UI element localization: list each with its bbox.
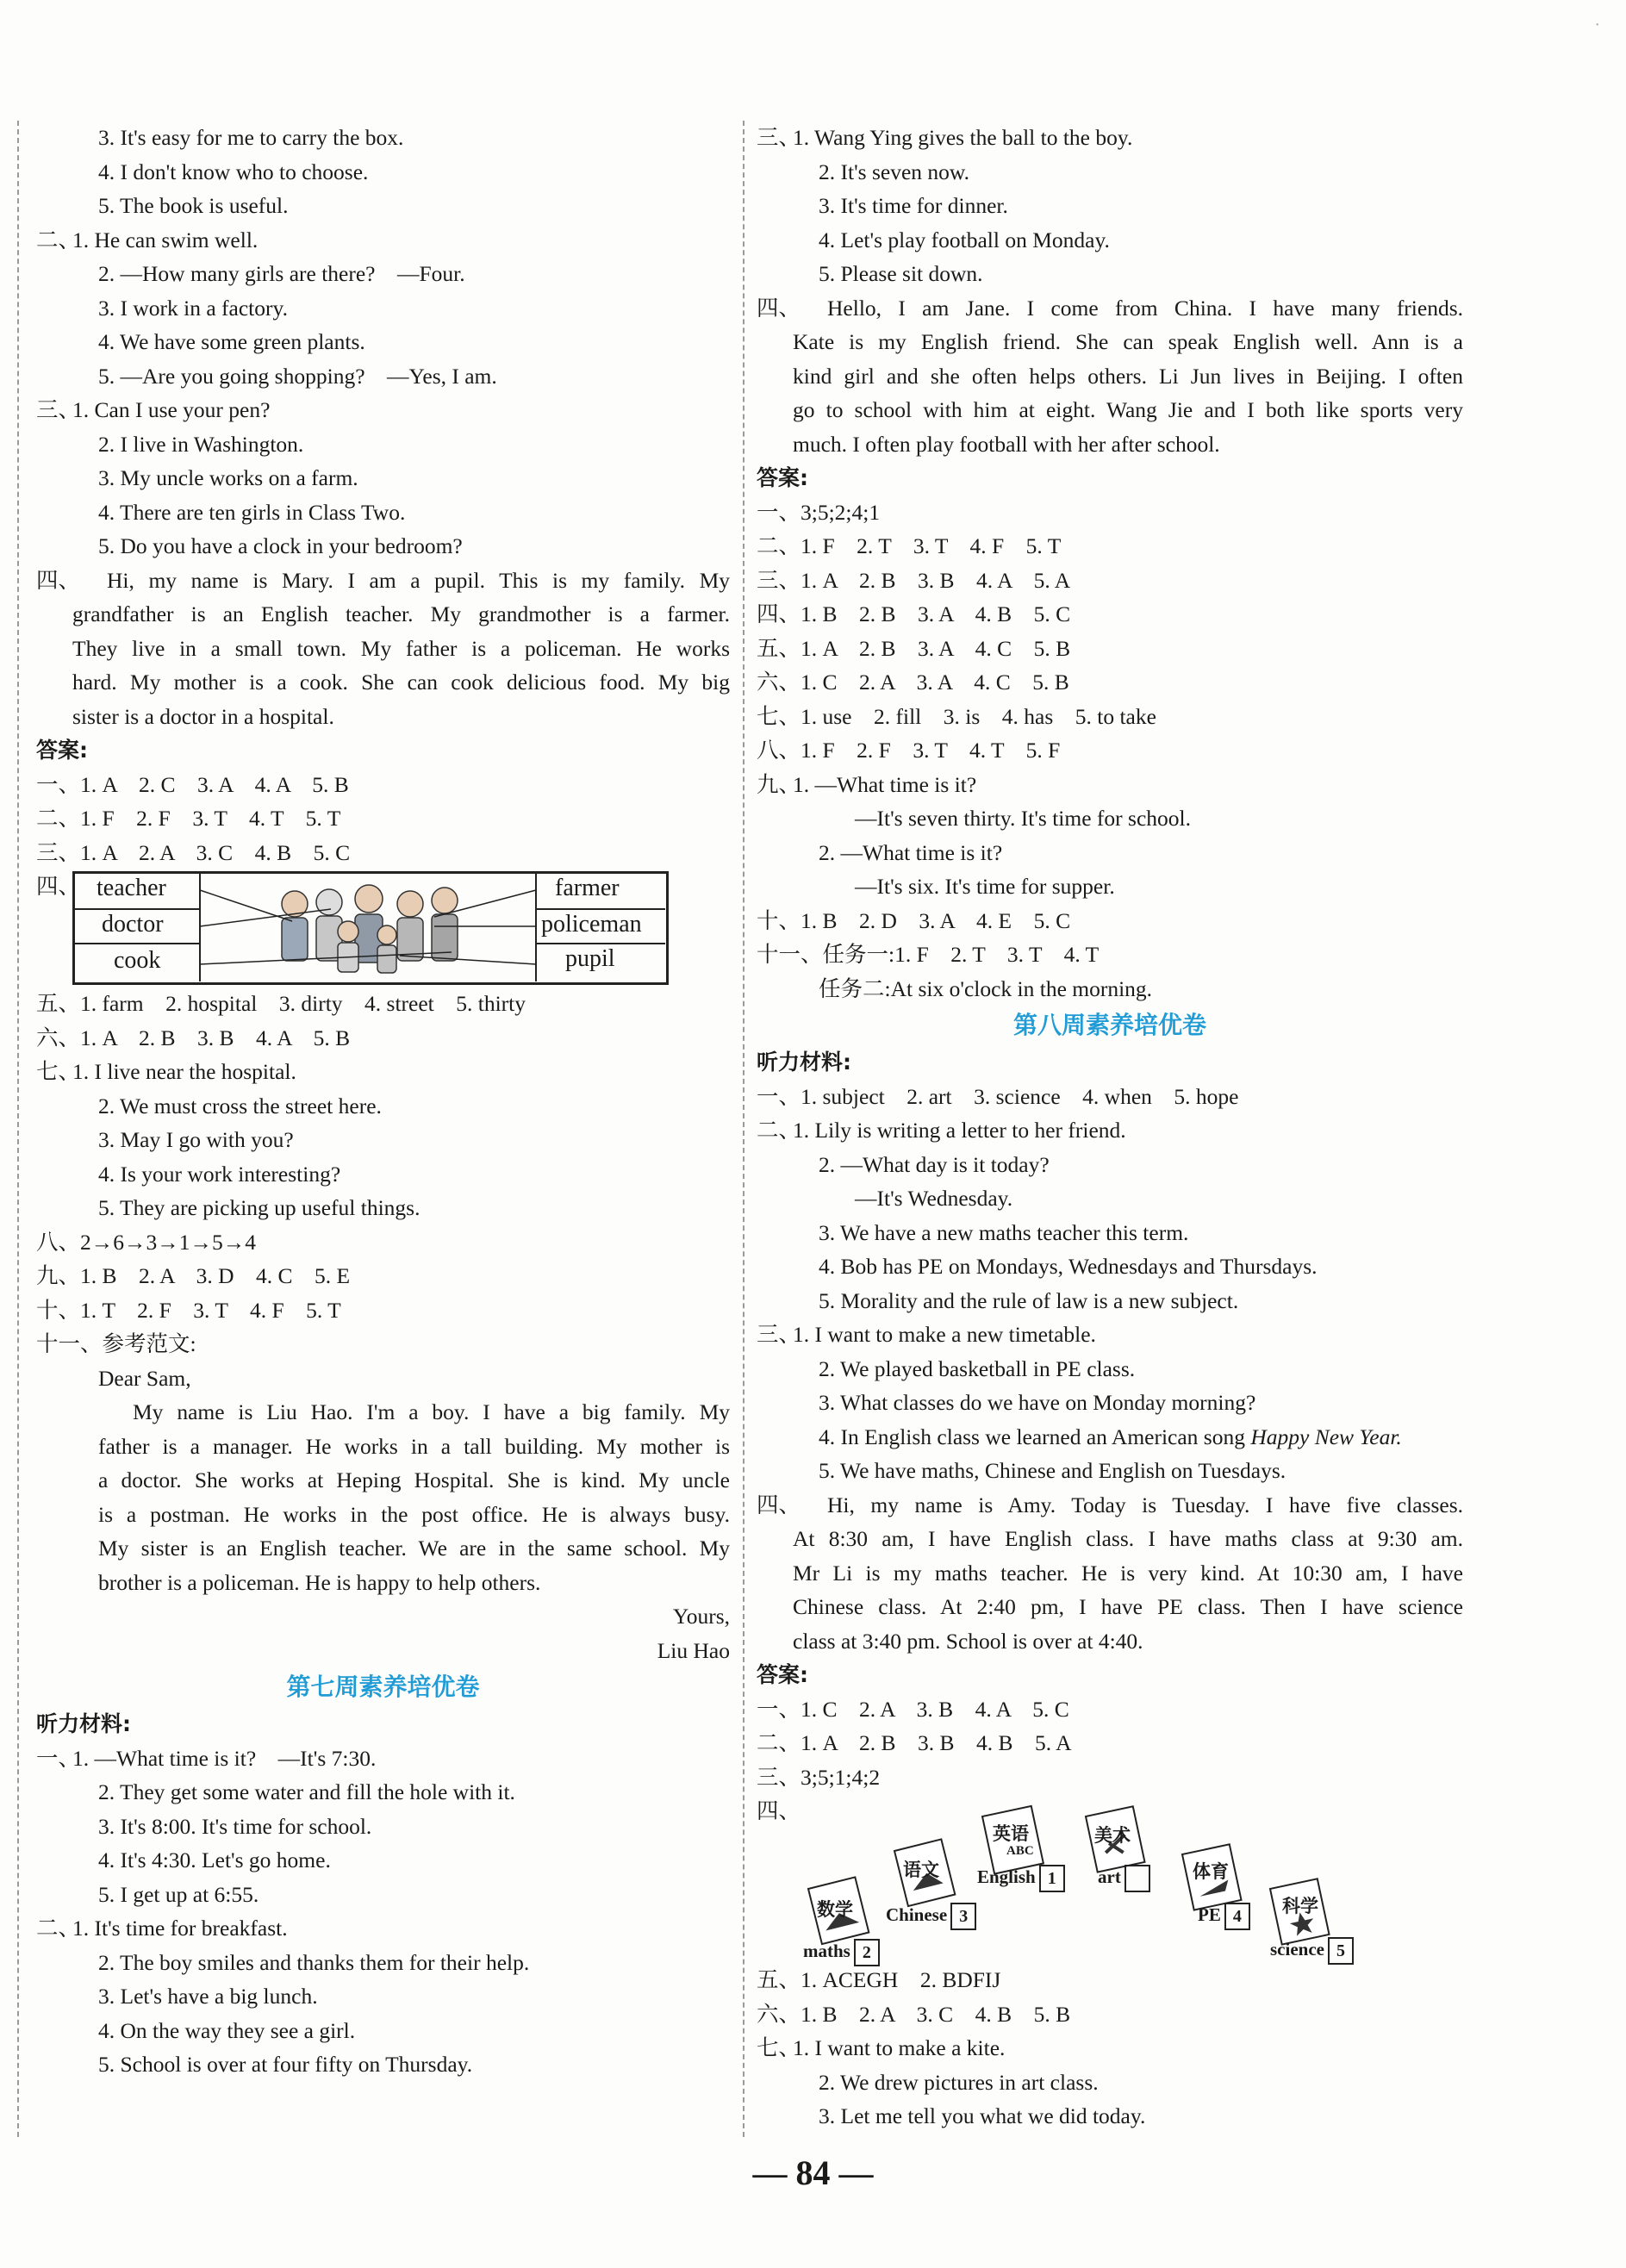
listen-line: 3. We have a new maths teacher this term. [819, 1219, 1189, 1245]
answer-line: 5. They are picking up useful things. [98, 1195, 421, 1220]
section-label: 三、 [757, 1322, 801, 1347]
section-label: 一、 [36, 1745, 81, 1771]
listen-line: 4. Bob has PE on Mondays, Wednesdays and Thursdays. [819, 1254, 1318, 1279]
answer-line: 任务二:At six o'clock in the morning. [819, 975, 1153, 1001]
listen-line: 5. We have maths, Chinese and English on Tuesdays. [819, 1458, 1286, 1483]
left-column [36, 121, 730, 2137]
essay-line: a doctor. She works at Heping Hospital. She is kind. My uncle [98, 1467, 730, 1492]
listen-text: 4. In English class we learned an American song [819, 1424, 1251, 1449]
essay-line: father is a manager. He works in a tall building. My mother is [98, 1433, 730, 1459]
listen-line: 4. On the way they see a girl. [98, 2017, 356, 2043]
passage-line: Kate is my English friend. She can speak English well. Ann is a [793, 329, 1463, 354]
book-cover-subtext: ABC [1006, 1844, 1034, 1858]
answer-line: 三、1. A 2. A 3. C 4. B 5. C [36, 839, 351, 865]
book-cover-text: 语文 [903, 1860, 939, 1880]
book-cover-text: 英语 [993, 1823, 1029, 1844]
book-label [977, 1865, 1065, 1892]
essay-line: is a postman. He works in the post office. He is always busy. [98, 1501, 730, 1527]
answer-line: —It's seven thirty. It's time for school. [855, 806, 1191, 831]
section-label: 四、 [757, 1798, 801, 1823]
answer-line: 八、2→6→3→1→5→4 [36, 1229, 257, 1255]
book-name: Chinese [886, 1904, 948, 1925]
passage-line: Hi, my name is Mary. I am a pupil. This is my family. My [107, 567, 730, 593]
book-number-box: 3 [950, 1903, 976, 1930]
week8-title: 第八周素养培优卷 [1012, 1011, 1206, 1039]
book-number-box: 1 [1039, 1865, 1065, 1892]
book-name: science [1270, 1938, 1324, 1960]
book-name: English [977, 1866, 1036, 1887]
listen-line: 4. Let's play football on Monday. [819, 227, 1110, 252]
section-label: 七、 [36, 1059, 81, 1084]
listen-line: 3. What classes do we have on Monday morning? [819, 1390, 1256, 1415]
listen-line: 5. Morality and the rule of law is a new subject. [819, 1287, 1239, 1313]
listen-line: 4. We have some green plants. [98, 329, 365, 354]
passage-line: Mr Li is my maths teacher. He is very kind. At 10:30 am, I have [793, 1560, 1463, 1586]
listen-line: 4. There are ten girls in Class Two. [98, 499, 406, 525]
section-label: 二、 [757, 1118, 801, 1143]
answer-line: 1. —What time is it? [793, 771, 977, 797]
section-label: 三、 [757, 125, 801, 150]
answer-line: 五、1. ACEGH 2. BDFIJ [757, 1967, 1001, 1992]
listen-line: 5. School is over at four fifty on Thursday. [98, 2052, 473, 2077]
answer-line: 十、1. B 2. D 3. A 4. E 5. C [757, 907, 1071, 933]
match-word-left: doctor [102, 911, 164, 938]
listen-line: 2. —What day is it today? [819, 1151, 1050, 1177]
listening-heading: 听力材料: [36, 1711, 131, 1736]
match-word-right: pupil [565, 945, 615, 972]
answer-line: 七、1. use 2. fill 3. is 4. has 5. to take [757, 703, 1156, 729]
listen-line: 3. I work in a factory. [98, 295, 288, 321]
section-label: 二、 [36, 227, 81, 252]
week7-title: 第七周素养培优卷 [286, 1673, 480, 1701]
left-margin-rule [17, 121, 19, 2137]
answer-line: 4. Is your work interesting? [98, 1161, 341, 1187]
answer-line: 六、1. C 2. A 3. A 4. C 5. B [757, 670, 1069, 695]
section-label: 四、 [36, 567, 81, 593]
column-divider [743, 121, 744, 2137]
listen-line: 2. They get some water and fill the hole with it. [98, 1779, 515, 1804]
book-number-box: 5 [1328, 1937, 1354, 1965]
passage-jane [757, 291, 1463, 462]
section-label: 九、 [757, 771, 801, 797]
book-label [886, 1903, 976, 1930]
passage-amy [757, 1488, 1463, 1659]
section-label: 四、 [36, 874, 81, 899]
listen-line: 1. He can swim well. [72, 227, 259, 252]
passage-line: sister is a doctor in a hospital. [72, 703, 334, 729]
section-label: 四、 [757, 1492, 801, 1517]
passage-line: much. I often play football with her after school. [793, 431, 1220, 457]
book-number-box: 2 [854, 1939, 880, 1966]
timetable-books-exercise [757, 1794, 1463, 1963]
passage-line: Hi, my name is Amy. Today is Tuesday. I have five classes. [827, 1492, 1463, 1517]
book-label [1198, 1903, 1250, 1930]
answer-heading: 答案: [757, 1662, 808, 1687]
answer-line: 二、1. F 2. T 3. T 4. F 5. T [757, 533, 1062, 558]
answer-line: 2. —What time is it? [819, 839, 1003, 865]
answer-line: 3. Let me tell you what we did today. [819, 2103, 1146, 2128]
answer-heading: 答案: [36, 738, 88, 763]
listen-line: 2. It's seven now. [819, 159, 970, 184]
listen-line: 5. Do you have a clock in your bedroom? [98, 533, 463, 558]
book-name: art [1098, 1866, 1121, 1887]
answer-line: 六、1. A 2. B 3. B 4. A 5. B [36, 1025, 351, 1050]
listen-line: 5. The book is useful. [98, 193, 289, 218]
match-word-right: policeman [541, 911, 642, 938]
listen-line: 5. I get up at 6:55. [98, 1881, 259, 1907]
answer-line: 3. May I go with you? [98, 1127, 294, 1152]
answer-line: 2. We drew pictures in art class. [819, 2069, 1099, 2095]
passage-line: Chinese class. At 2:40 pm, I have PE class. Then I have science [793, 1594, 1463, 1619]
listen-line: 2. The boy smiles and thanks them for their help. [98, 1949, 530, 1975]
answer-line: 八、1. F 2. F 3. T 4. T 5. F [757, 738, 1061, 763]
passage-line: grandfather is an English teacher. My grandmother is a farmer. [72, 601, 730, 626]
answer-line: —It's six. It's time for supper. [855, 874, 1115, 899]
answer-line: 1. I want to make a kite. [793, 2035, 1006, 2060]
essay-label: 十一、参考范文: [36, 1331, 196, 1356]
answer-line: 九、1. B 2. A 3. D 4. C 5. E [36, 1263, 351, 1288]
listen-line: 5. —Are you going shopping? —Yes, I am. [98, 363, 497, 389]
book-label [1270, 1937, 1354, 1965]
listen-line: 3. My uncle works on a farm. [98, 465, 358, 490]
passage-line: Hello, I am Jane. I come from China. I have many friends. [827, 295, 1463, 321]
listen-line: 2. —How many girls are there? —Four. [98, 261, 465, 286]
listen-line: 3. It's easy for me to carry the box. [98, 125, 404, 150]
listen-line [757, 1420, 1463, 1455]
answer-line: 十、1. T 2. F 3. T 4. F 5. T [36, 1297, 341, 1323]
section-label: 七、 [757, 2035, 801, 2060]
passage-line: They live in a small town. My father is a policeman. He works [72, 635, 730, 661]
answer-line: 四、1. B 2. B 3. A 4. B 5. C [757, 601, 1071, 626]
book-cover-text: 体育 [1193, 1861, 1229, 1882]
listen-line: 5. Please sit down. [819, 261, 983, 286]
book-cover-text: 美术 [1094, 1825, 1131, 1846]
answer-heading: 答案: [757, 465, 808, 490]
page-number: — 84 — [752, 2153, 874, 2192]
answer-line: 二、1. F 2. F 3. T 4. T 5. T [36, 806, 341, 831]
passage-line: kind girl and she often helps others. Li Jun lives in Beijing. I often [793, 363, 1463, 389]
answer-line: 一、3;5;2;4;1 [757, 499, 881, 525]
listen-line: 2. We played basketball in PE class. [819, 1355, 1136, 1381]
listen-line: 4. I don't know who to choose. [98, 159, 369, 184]
listen-line: 4. It's 4:30. Let's go home. [98, 1847, 331, 1872]
matching-exercise [36, 869, 730, 987]
book-cover-text: 科学 [1282, 1896, 1318, 1916]
answer-line: 三、1. A 2. B 3. B 4. A 5. A [757, 567, 1071, 593]
listen-line: 2. I live in Washington. [98, 431, 304, 457]
answer-line: 1. I live near the hospital. [72, 1059, 296, 1084]
listen-line: 1. I want to make a new timetable. [793, 1322, 1096, 1347]
book-cover-text: 数学 [817, 1899, 853, 1920]
answer-line: 十一、任务一:1. F 2. T 3. T 4. T [757, 942, 1100, 967]
passage-line: hard. My mother is a cook. She can cook delicious food. My big [72, 670, 730, 695]
answer-line: 一、1. C 2. A 3. B 4. A 5. C [757, 1696, 1069, 1722]
section-label: 二、 [36, 1916, 81, 1941]
listen-line: 1. Wang Ying gives the ball to the boy. [793, 125, 1133, 150]
answer-line: 2. We must cross the street here. [98, 1093, 382, 1118]
listen-line: 1. Lily is writing a letter to her friend. [793, 1118, 1126, 1143]
essay-line: brother is a policeman. He is happy to help others. [98, 1569, 541, 1595]
book-name: PE [1198, 1904, 1221, 1925]
answer-line: 六、1. B 2. A 3. C 4. B 5. B [757, 2001, 1071, 2027]
answer-line: 五、1. farm 2. hospital 3. dirty 4. street 5. thirty [36, 991, 526, 1016]
essay-closing: Yours, [672, 1604, 730, 1629]
essay-signature: Liu Hao [657, 1637, 730, 1663]
essay-greeting: Dear Sam, [98, 1365, 191, 1391]
listen-line: 1. It's time for breakfast. [72, 1916, 288, 1941]
listen-line: 3. It's time for dinner. [819, 193, 1008, 218]
match-word-left: teacher [97, 875, 166, 901]
book-name: maths [803, 1940, 850, 1961]
listen-line: 3. Let's have a big lunch. [98, 1984, 318, 2009]
book-label [1098, 1865, 1150, 1892]
answer-line: 三、3;5;1;4;2 [757, 1764, 881, 1790]
book-number-box [1124, 1865, 1150, 1892]
match-word-right: farmer [555, 875, 620, 901]
listen-line: 1. —What time is it? —It's 7:30. [72, 1745, 377, 1771]
section-label: 三、 [36, 397, 81, 422]
match-word-left: cook [114, 947, 161, 974]
passage-line: At 8:30 am, I have English class. I have maths class at 9:30 am. [793, 1526, 1463, 1551]
answer-line: 二、1. A 2. B 3. B 4. B 5. A [757, 1730, 1072, 1755]
listen-line: —It's Wednesday. [855, 1186, 1013, 1211]
section-label: 四、 [757, 295, 801, 321]
passage-line: go to school with him at eight. Wang Jie and I both like sports very [793, 397, 1463, 422]
essay-body [36, 1395, 730, 1599]
listen-line: 3. It's 8:00. It's time for school. [98, 1813, 372, 1839]
essay-line: My name is Liu Hao. I'm a boy. I have a big family. My [133, 1399, 730, 1424]
book-number-box: 4 [1224, 1903, 1250, 1930]
listening-heading: 听力材料: [757, 1050, 851, 1075]
passage-mary [36, 564, 730, 734]
passage-line: class at 3:40 pm. School is over at 4:40. [793, 1628, 1143, 1654]
listen-line: 一、1. subject 2. art 3. science 4. when 5. hope [757, 1083, 1239, 1109]
corner-mark: · [1594, 16, 1600, 34]
answer-line: 一、1. A 2. C 3. A 4. A 5. B [36, 771, 349, 797]
answer-line: 五、1. A 2. B 3. A 4. C 5. B [757, 635, 1071, 661]
essay-line: My sister is an English teacher. We are in the same school. My [98, 1536, 730, 1561]
listen-line: 1. Can I use your pen? [72, 397, 271, 422]
song-title: Happy New Year. [1250, 1424, 1402, 1449]
right-column [757, 121, 1463, 2137]
